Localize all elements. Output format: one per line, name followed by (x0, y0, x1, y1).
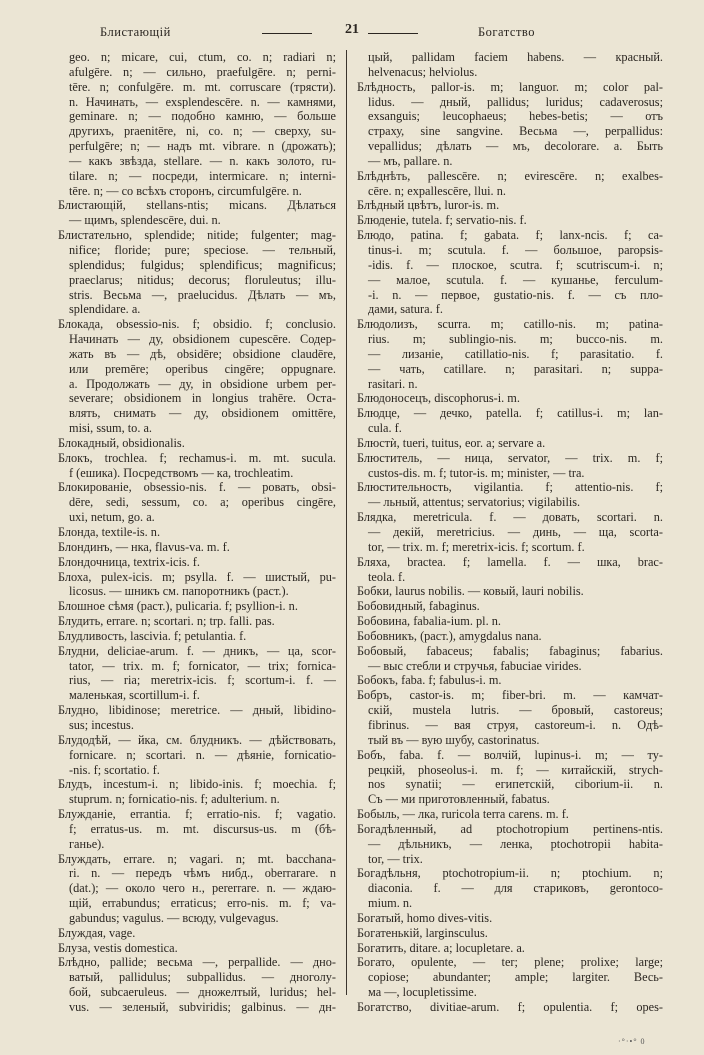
entry-line: Бобовникъ, (раст.), amygdalus nana. (357, 628, 542, 643)
entry-line: vepallidus; дѣлать — мъ, decolorare. a. Быть (368, 139, 663, 154)
entry-line: helvenacus; helviolus. (368, 64, 478, 79)
dictionary-entry (357, 807, 663, 822)
entry-line: Богадѣленный, ad ptochotropium pertinens-ntis. (357, 821, 663, 836)
entry-line: рецкій, phoseolus-i. m. f; — китайскій, strych- (368, 762, 663, 777)
entry-line: Бобки, laurus nobilis. — ковый, lauri nobilis. (357, 584, 584, 599)
entry-line: perfulgēre; n; — надъ mt. vibrare. n (дрожать); (69, 139, 336, 154)
entry-line: tilare. n; — посреди, intermicare. n; interni- (69, 168, 336, 183)
entry-line: uxi, netum, go. a. (69, 510, 155, 525)
entry-line: geminare. n; — подобно камню, — больше (69, 109, 336, 124)
entry-line: -idis. f. — плоское, scutra. f; scutriscum-i. n; (368, 257, 663, 272)
entry-line: — мъ, pallare. n. (368, 153, 453, 168)
dictionary-entry (357, 80, 663, 169)
entry-line: tor, — trix. (368, 851, 423, 866)
entry-line: f; erratus-us. m. mt. discursus-us. m (бѣ- (69, 821, 336, 836)
dictionary-entry (357, 941, 663, 956)
entry-line: Блудодѣй, — йка, см. блудникъ. — дѣйствовать, (58, 732, 336, 747)
entry-line: Блѣдный цвѣтъ, luror-is. m. (357, 198, 500, 213)
entry-line: Блокадный, obsidionalis. (58, 435, 185, 450)
dictionary-entry (357, 436, 663, 451)
running-head-left: Блистающій (100, 25, 171, 39)
entry-line: другихъ, praenitēre, ni, co. n; — сверху, su- (69, 124, 336, 139)
entry-line: Блокированіе, obsessio-nis. f. — ровать, obsi- (58, 480, 336, 495)
dictionary-entry (357, 228, 663, 317)
entry-line: fornicare. n; scortari. n. — дѣяніе, fornicatio- (69, 747, 336, 762)
entry-line: lidus. — дный, pallidus; luridus; cadaverosus; (368, 94, 663, 109)
entry-line: тый въ — вую шубу, castorinatus. (368, 732, 540, 747)
running-head-right: Богатство (478, 25, 535, 39)
dictionary-entry (357, 169, 663, 199)
left-column (58, 50, 336, 1015)
dictionary-entry (357, 673, 663, 688)
entry-line: — малое, scutula. f. — кушанье, ferculum- (368, 272, 663, 287)
entry-line: (dat.); — около чего н., pererrare. n. — ждаю- (69, 881, 336, 896)
entry-line: Блюститель, — ница, servator, — trix. m. f; (357, 450, 663, 465)
dictionary-entry (357, 644, 663, 674)
entry-line: geo. n; micare, cui, ctum, co. n; radiari n; (69, 50, 336, 64)
entry-line: — чать, catillare. n; parasitari. n; suppa- (368, 361, 663, 376)
entry-line: Бобъ, faba. f. — волчій, lupinus-i. m; — ту- (357, 747, 663, 762)
dictionary-entry (58, 540, 336, 555)
entry-line: Блѣдно, pallide; весьма —, perpallide. — дно- (58, 955, 336, 970)
dictionary-entry (58, 807, 336, 852)
entry-line: rasitari. n. (368, 376, 418, 391)
entry-line: Блюстѝ, tueri, tuitus, eor. a; servare a. (357, 435, 546, 450)
dictionary-entry (357, 406, 663, 436)
entry-line: страху, sine sangvine. Весьма —, perpallidus: (368, 124, 663, 139)
entry-line: Блѣднѣть, pallescēre. n; evirescēre. n; exalbes- (357, 168, 663, 183)
dictionary-entry (58, 644, 336, 703)
dictionary-entry (357, 822, 663, 867)
dictionary-entry (357, 451, 663, 481)
entry-line: splendidus; fulgidus; splendificus; magnificus; (69, 257, 336, 272)
entry-line: Блондочница, textrix-icis. f. (58, 554, 200, 569)
entry-line: praeclarus; nitidus; decorus; floruleutus; illu- (69, 272, 336, 287)
entry-line: dēre, sedi, sessum, co. a; operibus cingēre, (69, 495, 336, 510)
dictionary-entry (58, 733, 336, 778)
entry-line: Блюстительность, vigilantia. f; attentio-nis. f; (357, 480, 663, 495)
entry-line: -nis. f; scortatio. f. (69, 762, 160, 777)
entry-line: misi, ssum, to. a. (69, 421, 153, 436)
entry-line: Блюдо, patina. f; gabata. f; lanx-ncis. f; ca- (357, 228, 663, 243)
entry-line: Блудно, libidinose; meretrice. — дный, libidino- (58, 703, 336, 718)
entry-line: Богатство, divitiae-arum. f; opulentia. f; opes- (357, 1000, 663, 1014)
entry-line: tēre. n; — со всѣхъ сторонъ, circumfulgēre. n. (69, 183, 302, 198)
entry-line: Бобръ, castor-is. m; fiber-bri. m. — камчат- (357, 688, 663, 703)
entry-line: Блошное сѣмя (раст.), pulicaria. f; psyllion-i. n. (58, 599, 298, 614)
dictionary-entry (58, 480, 336, 525)
entry-line: Блудить, errare. n; scortari. n; trp. falli. pas. (58, 614, 275, 629)
entry-line: nos synatii; — египетскій, ciborium-ii. n. (368, 777, 663, 792)
dictionary-entry (58, 614, 336, 629)
dictionary-entry (357, 50, 663, 80)
entry-line: Блудливость, lascivia. f; petulantia. f. (58, 628, 247, 643)
entry-line: copiose; abundanter; ample; largiter. Весь- (368, 970, 663, 985)
entry-line: Бобовый, fabaceus; fabalis; fabaginus; fabarius. (357, 643, 663, 658)
dictionary-entry (357, 317, 663, 391)
entry-line: Бобовина, fabalia-ium. pl. n. (357, 614, 501, 629)
entry-line: Блѣдность, pallor-is. m; languor. m; color pal- (357, 79, 663, 94)
entry-line: — какъ звѣзда, stellare. — n. какъ золото, ru- (69, 153, 336, 168)
dictionary-entry (58, 570, 336, 600)
entry-line: Блондинъ, — нка, flavus-va. m. f. (58, 539, 230, 554)
entry-line: Блуждая, vage. (58, 925, 136, 940)
entry-line: Блядка, meretricula. f. — довать, scortari. n. (357, 510, 663, 525)
dictionary-entry (357, 629, 663, 644)
right-column (357, 50, 663, 1015)
entry-line: Бобыль, — лка, ruricola terra carens. m. f. (357, 807, 569, 822)
entry-line: — декій, meretricius. — динь, — ща, scorta- (368, 525, 663, 539)
entry-line: afulgēre. n; — сильно, praefulgēre. n; perni- (69, 64, 336, 79)
entry-line: Богатить, ditare. a; locupletare. a. (357, 940, 525, 955)
entry-line: Блокада, obsessio-nis. f; obsidio. f; conclusio. (58, 317, 336, 332)
dictionary-entry (357, 614, 663, 629)
entry-line: жать въ — дѣ, obsidēre; obsidione claudēre, (69, 346, 336, 361)
entry-line: Богатый, homo dives-vitis. (357, 910, 493, 925)
dictionary-entry (58, 555, 336, 570)
dictionary-entry (357, 555, 663, 585)
entry-line: exsanguis; leucophaeus; hebes-betis; — отъ (368, 109, 663, 124)
column-divider (346, 50, 347, 995)
dictionary-entry (58, 525, 336, 540)
entry-line: Богатенькій, larginsculus. (357, 925, 488, 940)
dictionary-entry (357, 480, 663, 510)
dictionary-entry (357, 391, 663, 406)
entry-line: severare; obsidionem in longius trahēre. Оста- (69, 391, 336, 406)
entry-line: Бобокъ, faba. f; fabulus-i. m. (357, 673, 502, 688)
entry-line: влять, снимать — ду, obsidionem omittēre, (69, 406, 336, 421)
dictionary-entry (58, 926, 336, 941)
print-mark: ·°·•° 0 (618, 1037, 646, 1046)
entry-line: Блюденіе, tutela. f; servatio-nis. f. (357, 213, 527, 228)
entry-line: diaconia. f. — для стариковъ, gerontoco- (368, 881, 663, 896)
entry-line: a. Продолжать — ду, in obsidione urbem per- (69, 376, 336, 391)
entry-line: n. Начинать, — exsplendescēre. n. — камнями, (69, 94, 336, 109)
dictionary-entry (58, 50, 336, 198)
dictionary-entry (357, 866, 663, 911)
dictionary-entry (58, 955, 336, 1014)
dictionary-entry (58, 436, 336, 451)
dictionary-entry (58, 599, 336, 614)
entry-line: Богато, opulente, — ter; plene; prolixe; large; (357, 955, 663, 970)
dictionary-entry (357, 955, 663, 1000)
entry-line: — выс стебли и стручья, fabuciae virides. (368, 658, 582, 673)
entry-line: — щимъ, splendescēre, dui. n. (69, 213, 221, 228)
entry-line: Бляха, bractea. f; lamella. f. — шка, brac- (357, 554, 663, 569)
entry-line: Блужданіе, errantia. f; erratio-nis. f; vagatio. (58, 807, 336, 822)
entry-line: или premēre; operibus cingēre; oppugnare. (69, 361, 336, 376)
entry-line: маленькая, scortillum-i. f. (69, 688, 200, 703)
dictionary-entry (357, 1000, 663, 1015)
entry-line: Начинать — ду, obsidionem cupescēre. Содер- (69, 332, 336, 347)
entry-line: цый, pallidam faciem habens. — красный. (368, 50, 663, 64)
dictionary-entry (357, 911, 663, 926)
dictionary-entry (58, 941, 336, 956)
entry-line: f (ешика). Посредствомъ — ка, trochleatim. (69, 465, 294, 480)
dictionary-entry (58, 228, 336, 317)
dictionary-entry (357, 510, 663, 555)
entry-line: ганье). (69, 836, 105, 851)
entry-line: custos-dis. m. f; tutor-is. m; minister, — tra. (368, 465, 585, 480)
entry-line: Бобовидный, fabaginus. (357, 599, 480, 614)
entry-line: cula. f. (368, 421, 402, 436)
entry-line: cēre. n; expallescēre, llui. n. (368, 183, 506, 198)
entry-line: Блистающій, stellans-ntis; micans. Дѣлаться (58, 198, 336, 213)
entry-line: Блуза, vestis domestica. (58, 940, 178, 955)
header-rule-right (368, 33, 418, 34)
entry-line: ri. n. — передъ чѣмъ нибд., oberrarare. n (69, 866, 336, 881)
dictionary-entry (357, 688, 663, 747)
entry-line: — льный, attentus; servatorius; vigilabilis. (368, 495, 581, 510)
dictionary-entry (58, 317, 336, 436)
dictionary-entry (357, 213, 663, 228)
entry-line: rius, — ria; meretrix-icis. f; scortum-i. f. — (69, 673, 336, 688)
entry-line: nifice; floride; pure; speciose. — тельный, (69, 242, 336, 257)
entry-line: Богадѣльня, ptochotropium-ii. n; ptochium. n; (357, 866, 663, 881)
dictionary-entry (357, 926, 663, 941)
entry-line: Блюдолизъ, scurra. m; catillo-nis. m; patina- (357, 317, 663, 332)
entry-line: stuprum. n; fornicatio-nis. f; adulterium. n. (69, 792, 280, 807)
entry-line: licosus. — шникъ см. папоротникъ (раст.). (69, 584, 289, 599)
dictionary-entry (357, 748, 663, 807)
entry-line: Блудни, deliciae-arum. f. — дникъ, — ца, scor- (58, 643, 336, 658)
entry-line: щій, errabundus; erraticus; erro-nis. m. f; va- (69, 896, 336, 911)
entry-line: Блудъ, incestum-i. n; libido-inis. f; moechia. f; (58, 777, 336, 792)
entry-line: — лизаніе, catillatio-nis. f; parasitatio. f. (368, 346, 663, 361)
dictionary-entry (357, 584, 663, 599)
entry-line: скій, mustela lutris. — бровый, castoreus; (368, 703, 663, 718)
entry-line: Блуждать, errare. n; vagari. n; mt. bacchana- (58, 851, 336, 866)
entry-line: mium. n. (368, 896, 413, 911)
dictionary-entry (58, 451, 336, 481)
dictionary-entry (357, 198, 663, 213)
entry-line: бой, subcaeruleus. — дножелтый, luridus; hel- (69, 985, 336, 1000)
entry-line: tinus-i. m; scutula. f. — большое, paropsis- (368, 242, 663, 257)
dictionary-entry (58, 629, 336, 644)
entry-line: ма —, locupletissime. (368, 985, 477, 1000)
entry-line: splendidare. a. (69, 302, 141, 317)
page-number: 21 (345, 22, 359, 37)
entry-line: Блоха, pulex-icis. m; psylla. f. — шистый, pu- (58, 569, 336, 584)
dictionary-entry (58, 198, 336, 228)
entry-line: sus; incestus. (69, 717, 134, 732)
entry-line: -i. n. — первое, gustatio-nis. f. — съ пло- (368, 287, 663, 302)
dictionary-entry (58, 703, 336, 733)
entry-line: tēre. n; confulgēre. m. mt. corruscare (трясти). (69, 79, 336, 94)
entry-line: — дѣльникъ, — ленка, ptochotropii habita- (368, 836, 663, 851)
entry-line: дами, satura. f. (368, 302, 443, 317)
entry-line: gabundus; vagulus. — всюду, vulgevagus. (69, 910, 279, 925)
dictionary-entry (357, 599, 663, 614)
entry-line: Блокъ, trochlea. f; rechamus-i. m. mt. sucula. (58, 450, 336, 465)
entry-line: stris. Весьма —, praelucidus. Дѣлать — мъ, (69, 287, 336, 302)
dictionary-entry (58, 852, 336, 926)
entry-line: Блонда, textile-is. n. (58, 525, 161, 539)
entry-line: tor, — trix. m. f; meretrix-icis. f; scortum. f. (368, 539, 585, 554)
entry-line: fibrinus. — вая струя, castoreum-i. n. Одѣ- (368, 717, 663, 732)
dictionary-entry (58, 777, 336, 807)
entry-line: vus. — зеленый, subviridis; galbinus. — дн- (69, 1000, 336, 1014)
entry-line: Съ — ми приготовленный, fabatus. (368, 792, 550, 807)
entry-line: teola. f. (368, 569, 406, 584)
entry-line: Блистательно, splendide; nitide; fulgenter; mag- (58, 228, 336, 243)
entry-line: ватый, pallidulus; subpallidus. — дноголу- (69, 970, 336, 985)
entry-line: tator, — trix. m. f; fornicator, — trix; fornica- (69, 658, 336, 673)
entry-line: Блюдоносецъ, discophorus-i. m. (357, 391, 520, 406)
entry-line: rius. m; sublingio-nis. m; bucco-nis. m. (368, 332, 663, 347)
entry-line: Блюдце, — дечко, patella. f; catillus-i. m; lan- (357, 406, 663, 421)
